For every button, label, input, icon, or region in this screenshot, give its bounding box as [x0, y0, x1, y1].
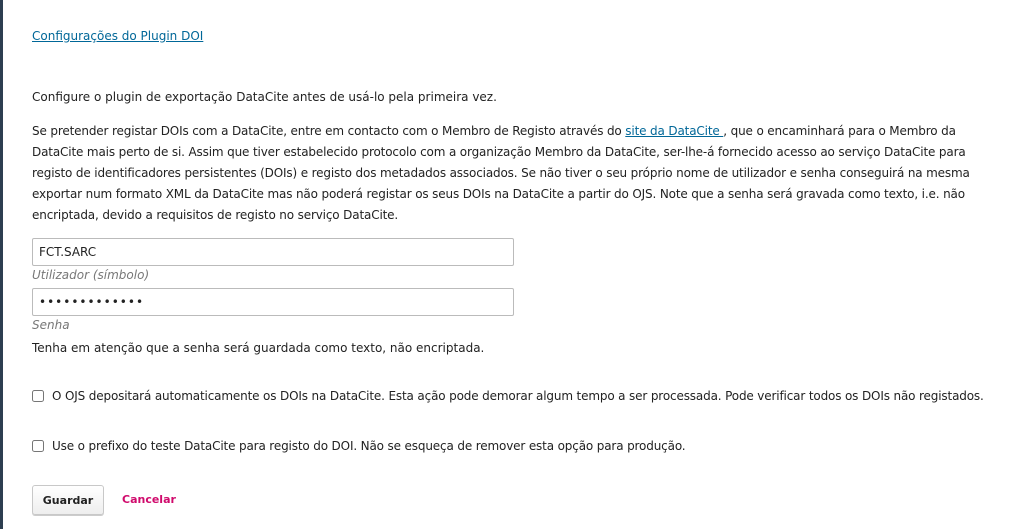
- left-edge-bar: [0, 0, 3, 529]
- password-note: Tenha em atenção que a senha será guardada como texto, não encriptada.: [32, 341, 485, 355]
- automatic-deposit-checkbox[interactable]: [32, 390, 44, 402]
- description-before-link: Se pretender registar DOIs com a DataCite, entre em contacto com o Membro de Registo através do: [32, 124, 626, 138]
- password-label: Senha: [32, 318, 70, 332]
- description-after-link: , que o encaminhará para o Membro da DataCite mais perto de si. Assim que tiver estabelecido protocolo com a organização Membro da DataCite, ser-lhe-á fornecido acesso ao serviço DataCite para registo de identificadores persistentes (DOIs) e registo dos metadados associados. Se não tiver o seu próprio nome de utilizador e senha conseguirá na mesma exportar num formato XML da DataCite mas não poderá registar os seus DOIs na DataCite a partir do OJS. Note que a senha será gravada como texto, i.e. não encriptada, devido a requisitos de registo no serviço DataCite.: [32, 124, 970, 222]
- test-prefix-checkbox[interactable]: [32, 440, 44, 452]
- datacite-site-link[interactable]: site da DataCite: [625, 124, 724, 138]
- test-prefix-option[interactable]: [32, 439, 685, 453]
- cancel-link[interactable]: Cancelar: [122, 493, 176, 506]
- username-input[interactable]: [32, 238, 514, 266]
- password-input[interactable]: [32, 288, 514, 316]
- automatic-deposit-option[interactable]: [32, 389, 984, 403]
- intro-text: Configure o plugin de exportação DataCite antes de usá-lo pela primeira vez.: [32, 90, 497, 104]
- username-label: Utilizador (símbolo): [32, 268, 150, 282]
- automatic-deposit-label: O OJS depositará automaticamente os DOIs na DataCite. Esta ação pode demorar algum tempo a ser processada. Pode verificar todos os DOIs não registados.: [52, 389, 984, 403]
- doi-plugin-settings-link[interactable]: Configurações do Plugin DOI: [32, 29, 204, 43]
- test-prefix-label: Use o prefixo do teste DataCite para registo do DOI. Não se esqueça de remover esta opção para produção.: [52, 439, 686, 453]
- save-button[interactable]: Guardar: [32, 485, 104, 515]
- description-text: [32, 121, 1000, 226]
